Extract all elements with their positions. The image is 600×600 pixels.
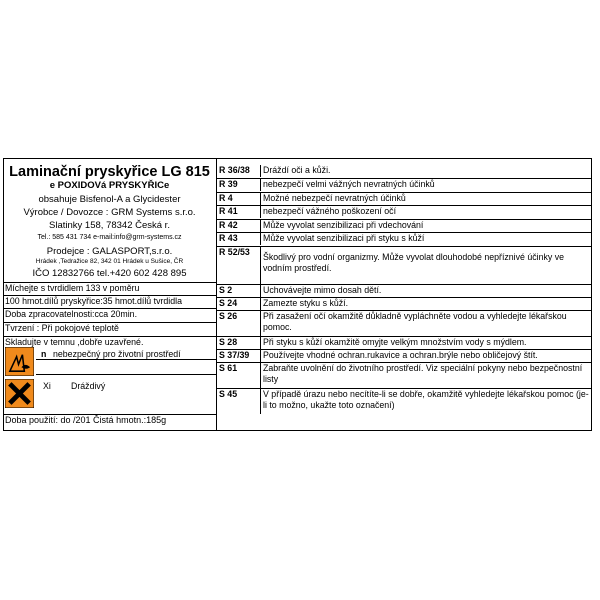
safety-row [217, 310, 592, 336]
safety-code: S 24 [217, 298, 261, 310]
risk-text: Možné nebezpečí nevratných účinků [263, 193, 406, 203]
safety-text: Při styku s kůží okamžitě omyjte velkým množstvím vody s mýdlem. [263, 337, 527, 347]
risk-code: R 39 [217, 179, 261, 191]
risk-row [217, 219, 592, 232]
risk-code: R 42 [217, 220, 261, 232]
safety-row [217, 336, 592, 349]
storage-info: Skladujte v temnu ,dobře uzavřené. [3, 336, 216, 348]
seller-address-text: Hrádek ,Tedražice 82, 342 01 Hrádek u Sušice, ČR [35, 258, 184, 265]
safety-code: S 28 [217, 337, 261, 349]
safety-row [217, 284, 592, 297]
curing-info: Tvrzení : Při pokojové teplotě [3, 322, 216, 334]
mixing-instruction: Míchejte s tvrdidlem 133 v poměru [3, 282, 216, 294]
safety-row [217, 362, 592, 388]
risk-row [217, 246, 592, 284]
manufacturer-text: Výrobce / Dovozce : GRM Systems s.r.o. [23, 207, 196, 218]
safety-text: V případě úrazu nebo necítíte-li se dobře, okamžitě vyhledejte lékařskou pomoc (je-li to možno, ukažte toto označení) [263, 389, 589, 410]
risk-text: Může vyvolat senzibilizaci při vdechování [263, 220, 424, 230]
risk-code: R 52/53 [217, 247, 261, 284]
xi-text: Dráždivý [71, 381, 106, 391]
symbol-divider [36, 359, 216, 360]
env-symbol-text: nebezpečný pro životní prostředí [53, 349, 181, 359]
risk-text: nebezpečí velmi vážných nevratných účinků [263, 179, 435, 189]
risk-row [217, 205, 592, 218]
safety-row [217, 349, 592, 362]
risk-row [217, 232, 592, 245]
risk-row [217, 165, 592, 177]
safety-code: S 61 [217, 363, 261, 388]
safety-text: Při zasažení očí okamžitě důkladně vypláchněte vodou a vyhledejte lékařskou pomoc. [263, 311, 567, 332]
safety-row [217, 297, 592, 310]
ico-text: IČO 12832766 tel.+420 602 428 895 [32, 268, 187, 279]
product-header [3, 158, 216, 279]
symbol-divider-2 [36, 374, 216, 375]
risk-row [217, 178, 592, 191]
product-subtitle: e POXIDOVá PRYSKYŘICe [49, 180, 170, 191]
risk-row [217, 192, 592, 205]
safety-code: S 37/39 [217, 350, 261, 362]
safety-text: Používejte vhodné ochran.rukavice a ochran.brýle nebo obličejový štít. [263, 350, 538, 360]
risk-text: Dráždí oči a kůži. [263, 165, 331, 175]
env-symbol-letter: n [41, 349, 47, 359]
irritant-x-icon [5, 379, 34, 408]
contact-text: Tel.: 585 431 734 e-mail:info@grm-systems.cz [37, 234, 182, 241]
safety-code: S 2 [217, 285, 261, 297]
safety-text: Zamezte styku s kůží. [263, 298, 349, 308]
risk-code: R 36/38 [217, 165, 261, 177]
mixing-ratio: 100 hmot.dílů pryskyřice:35 hmot.dílů tvrdidla [3, 295, 216, 307]
address-text: Slatinky 158, 78342 Česká r. [49, 220, 170, 231]
risk-text: Může vyvolat senzibilizaci při styku s kůží [263, 233, 425, 243]
risk-code: R 43 [217, 233, 261, 245]
usage-footer: Doba použití: do /201 Čistá hmotn.:185g [3, 414, 216, 426]
xi-code: Xi [43, 381, 51, 391]
risk-code: R 41 [217, 206, 261, 218]
safety-text: Uchovávejte mimo dosah dětí. [263, 285, 382, 295]
left-panel [3, 158, 216, 425]
safety-row [217, 388, 592, 414]
safety-code: S 45 [217, 389, 261, 414]
risk-text: nebezpečí vážného poškození očí [263, 206, 397, 216]
environment-hazard-icon [5, 347, 34, 376]
pot-life: Doba zpracovatelnosti:cca 20min. [3, 308, 216, 320]
contains-text: obsahuje Bisfenol-A a Glycidester [38, 194, 181, 205]
product-title: Laminační pryskyřice LG 815 [9, 164, 210, 180]
risk-text: Škodlivý pro vodní organizmy. Může vyvolat dlouhodobé nepříznivé účinky ve vodním prostředí. [263, 252, 565, 273]
seller-text: Prodejce : GALASPORT,s.r.o. [46, 246, 173, 257]
risk-code: R 4 [217, 193, 261, 205]
safety-text: Zabraňte uvolnění do životního prostředí. Viz speciální pokyny nebo bezpečnostní listy [263, 363, 583, 384]
safety-code: S 26 [217, 311, 261, 336]
